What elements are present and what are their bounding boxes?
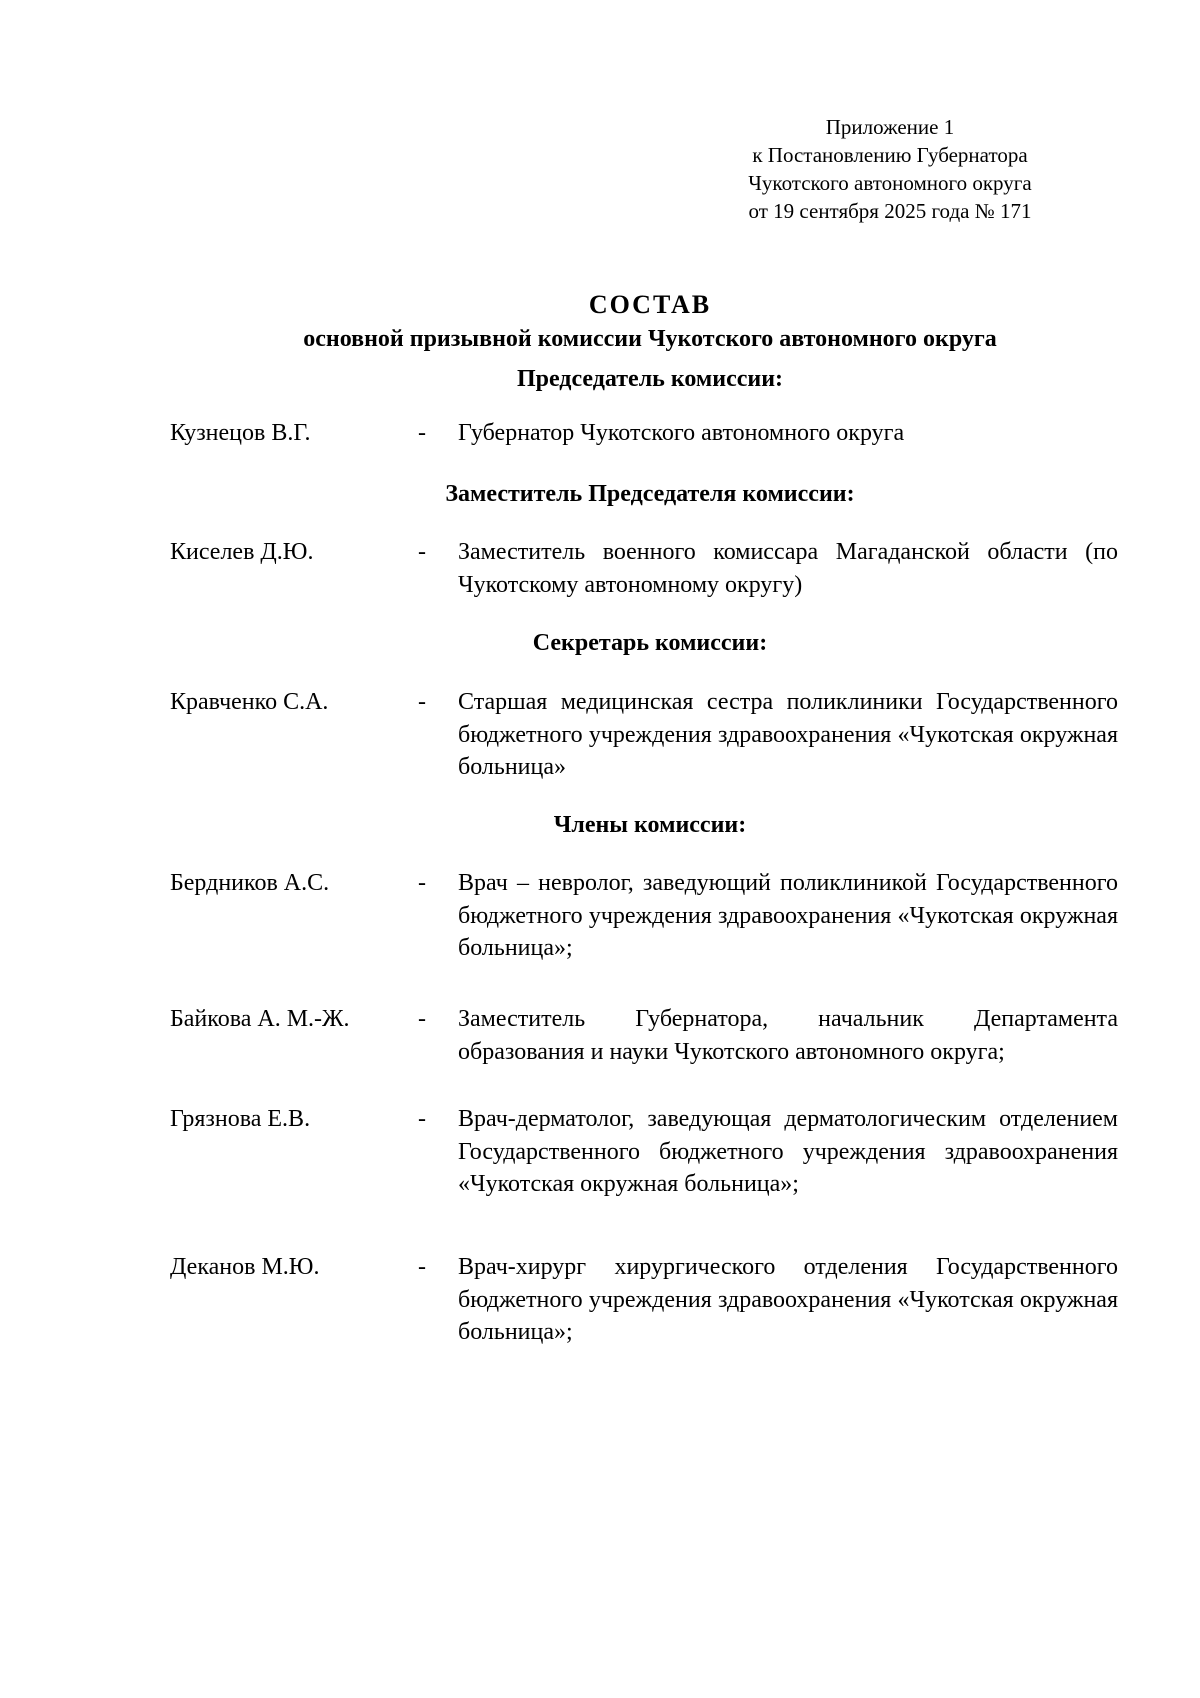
member-dash: - [418,420,426,446]
section-heading-members: Члены комиссии: [553,812,747,838]
section-heading-deputy: Заместитель Председателя комиссии: [445,481,855,507]
member-position: Заместитель Губернатора, начальник Департамента образования и науки Чукотского автономного округа; [458,1006,1118,1065]
member-position: Врач-дерматолог, заведующая дерматологическим отделением Государственного бюджетного учреждения здравоохранения «Чукотская окружная больница»; [458,1106,1118,1197]
member-name: Байкова А. М.-Ж. [170,1006,350,1032]
member-position: Врач-хирург хирургического отделения Государственного бюджетного учреждения здравоохранения «Чукотская окружная больница»; [458,1254,1118,1345]
member-name: Кравченко С.А. [170,689,329,715]
member-name: Бердников А.С. [170,870,330,896]
title-subtitle: основной призывной комиссии Чукотского автономного округа [303,326,997,352]
member-name: Кузнецов В.Г. [170,420,311,446]
appendix-line-4: от 19 сентября 2025 года № 171 [748,199,1032,223]
appendix-header [700,113,1080,225]
title-main: СОСТАВ [588,290,712,319]
member-position: Врач – невролог, заведующий поликлиникой Государственного бюджетного учреждения здравоохранения «Чукотская окружная больница»; [458,870,1118,961]
member-name: Деканов М.Ю. [170,1254,320,1280]
appendix-line-1: Приложение 1 [825,115,955,139]
section-heading-chairman: Председатель комиссии: [516,366,784,392]
member-position: Губернатор Чукотского автономного округа [458,420,905,446]
member-dash: - [418,539,426,565]
member-dash: - [418,1106,426,1132]
member-position: Старшая медицинская сестра поликлиники Государственного бюджетного учреждения здравоохранения «Чукотская окружная больница» [458,689,1118,780]
member-position: Заместитель военного комиссара Магаданской области (по Чукотскому автономному округу) [458,539,1118,598]
member-dash: - [418,689,426,715]
member-dash: - [418,1254,426,1280]
appendix-line-2: к Постановлению Губернатора [752,143,1028,167]
member-name: Грязнова Е.В. [170,1106,311,1132]
member-dash: - [418,870,426,896]
section-heading-secretary: Секретарь комиссии: [532,630,768,656]
member-name: Киселев Д.Ю. [170,539,314,565]
document-title [140,288,1160,356]
appendix-line-3: Чукотского автономного округа [748,171,1032,195]
member-dash: - [418,1006,426,1032]
